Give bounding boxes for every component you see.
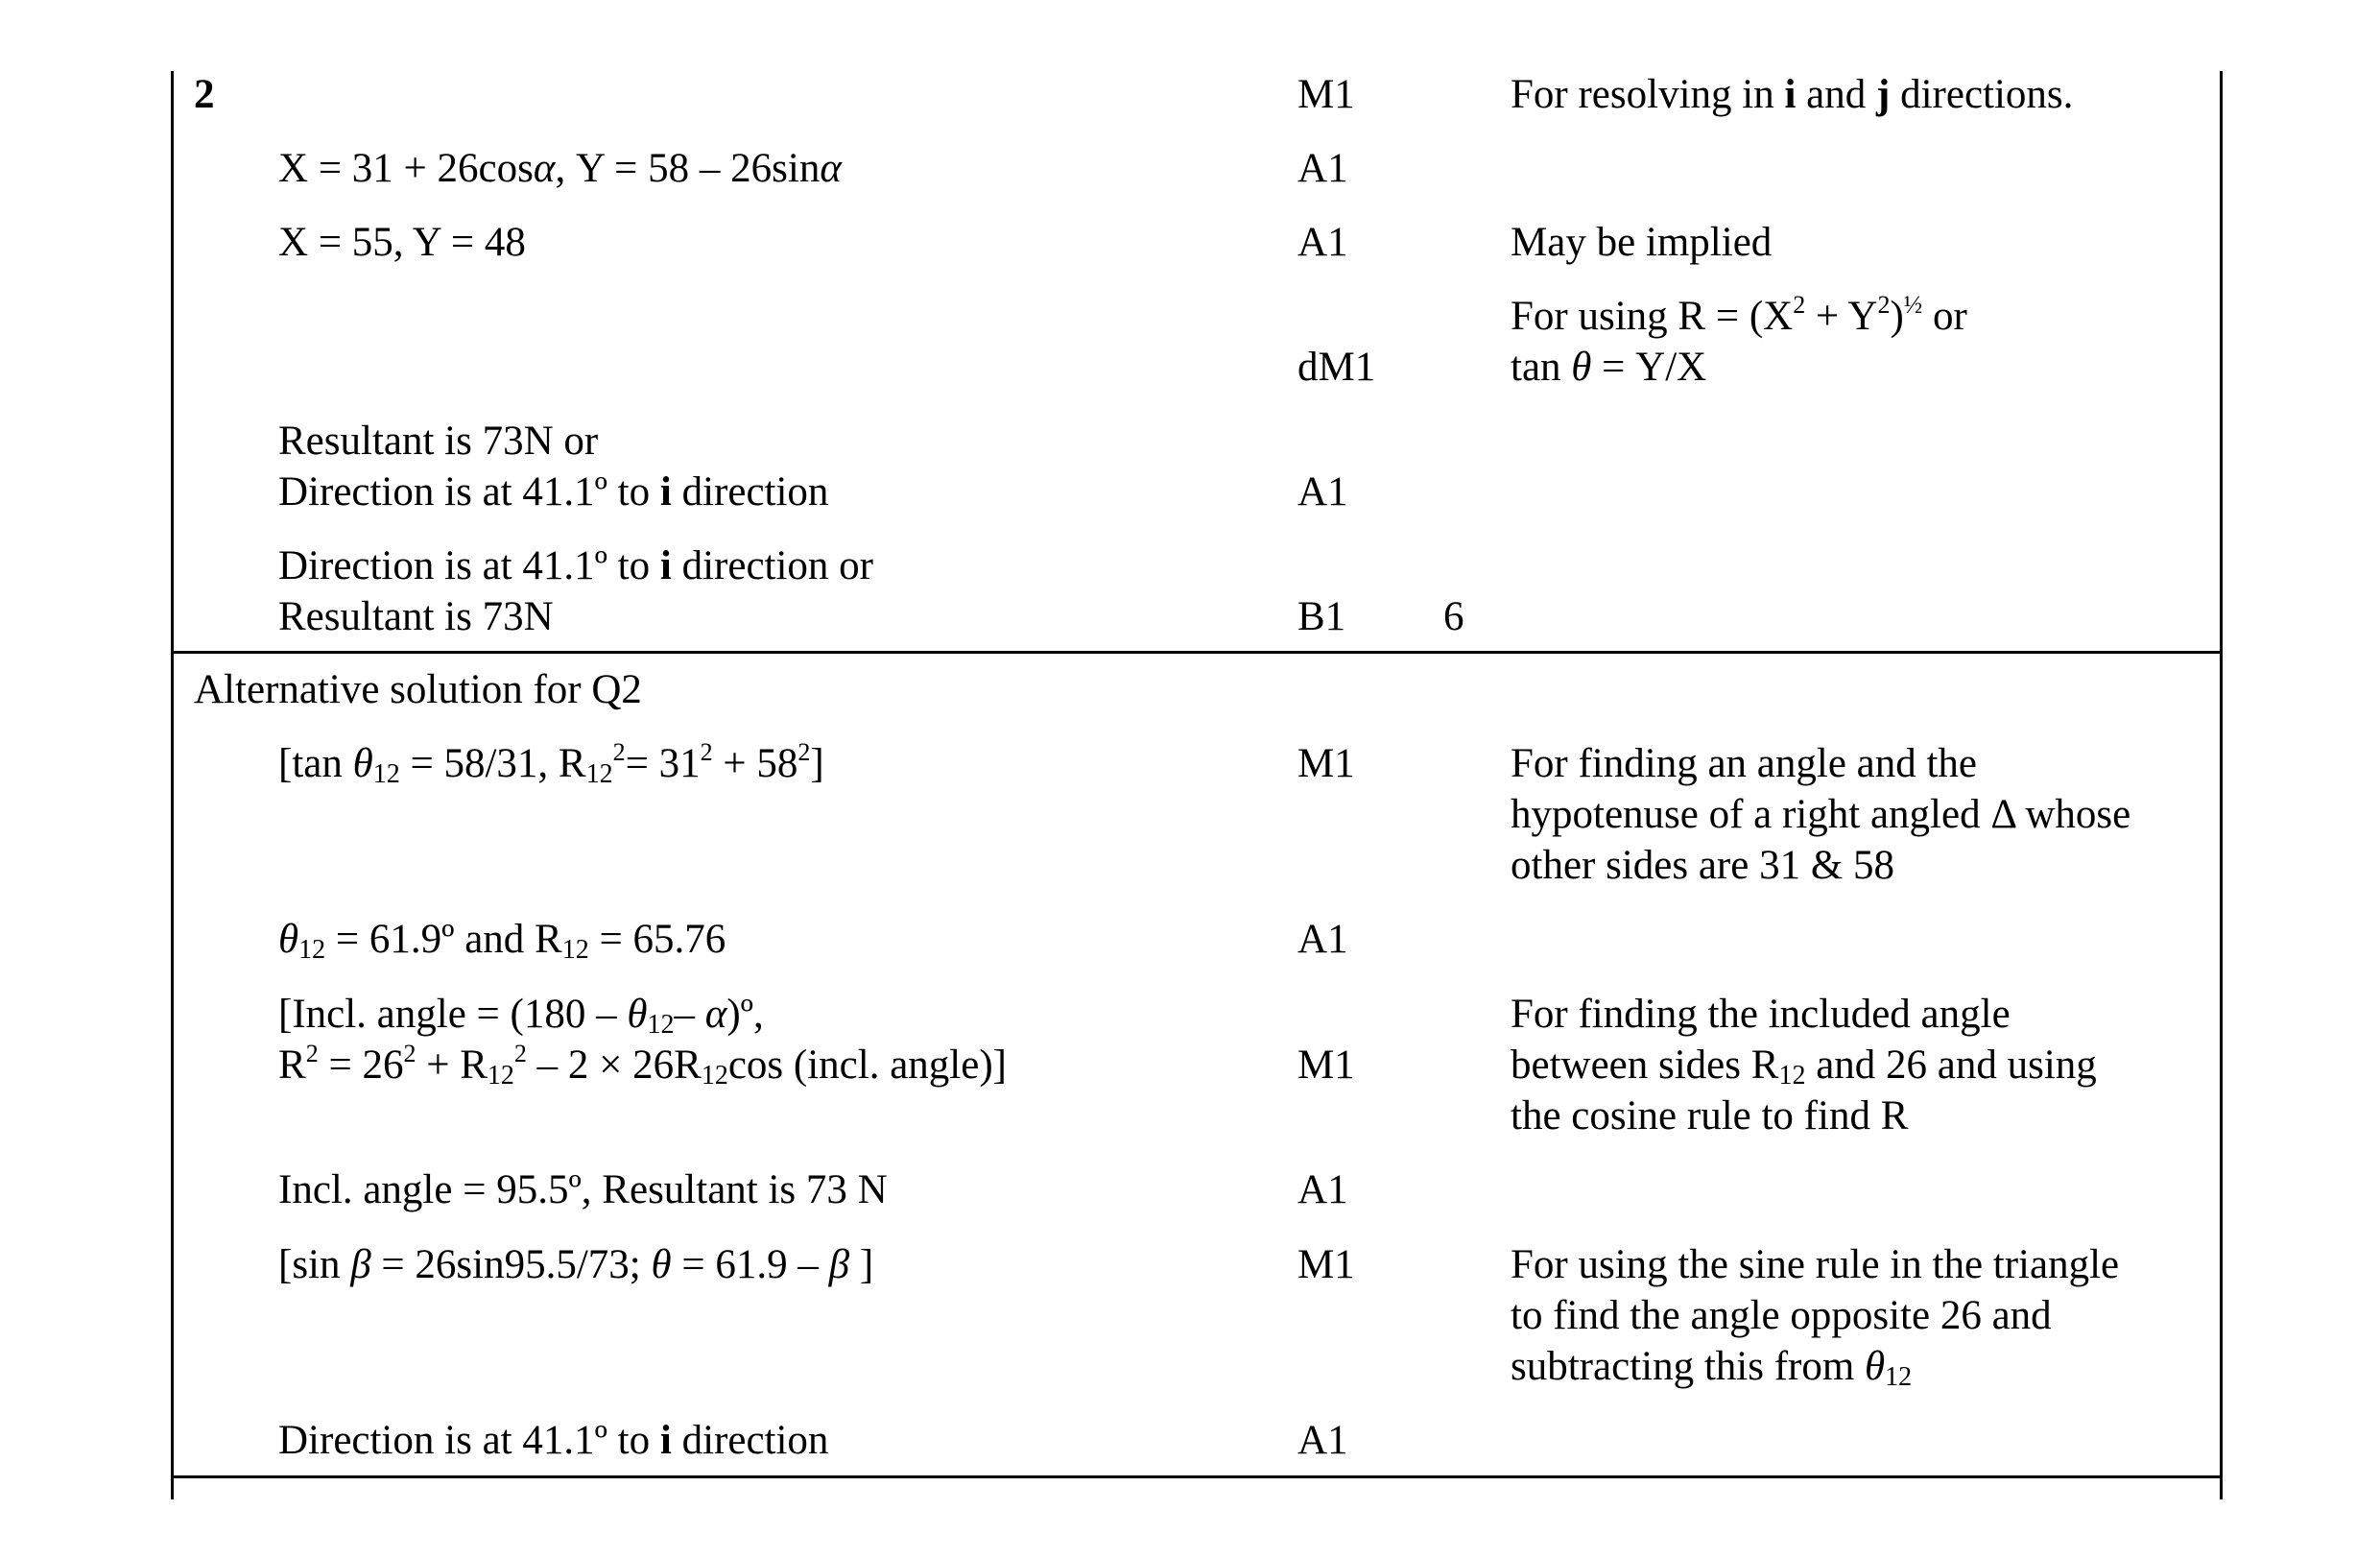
working-line: Direction is at 41.1º to i direction [278, 469, 829, 515]
comment: For finding an angle and the [1511, 741, 1978, 786]
working-line: [Incl. angle = ($180 - \theta_{12}-$ α)º, [278, 992, 764, 1040]
working-line: Direction is at 41.1º to i direction [278, 1418, 829, 1463]
comment: For using $R = (X^2 + Y^2)^{\frac{1}{2}}$ or [1511, 291, 1967, 339]
question-number: 2 [194, 72, 215, 117]
mark: A1 [1297, 469, 1348, 515]
mark: B1 [1297, 594, 1346, 639]
mark: A1 [1297, 1418, 1348, 1463]
working-line: Resultant is 73N or [278, 419, 599, 464]
working-line: X = 31 + 26cosα, Y = 58 – 26sinα [278, 146, 842, 191]
comment: between sides $R_{12}$ and 26 and using [1511, 1043, 2097, 1091]
working-line: [sin β = 26sin95.5/73; θ = 61.9 – β ] [278, 1242, 874, 1287]
comment: subtracting this from $\theta_{12}$ [1511, 1344, 1913, 1392]
table-bottom-border [171, 1475, 2223, 1478]
mark: A1 [1297, 1167, 1348, 1212]
mark: A1 [1297, 146, 1348, 191]
comment: hypotenuse of a right angled Δ whose [1511, 792, 2131, 837]
comment: the cosine rule to find R [1511, 1093, 1909, 1139]
mark: dM1 [1297, 345, 1376, 390]
working-line: $\theta_{12}$ = 61.9º and $R_{12} = 65.76$ [278, 917, 726, 965]
mark: M1 [1297, 741, 1355, 786]
working-line: Resultant is 73N [278, 594, 554, 639]
comment: For resolving in i and j directions. [1511, 72, 2074, 117]
comment: May be implied [1511, 220, 1773, 265]
mark: M1 [1297, 72, 1355, 117]
table-left-border [171, 71, 174, 1499]
comment: For finding the included angle [1511, 992, 2011, 1037]
section-divider [171, 651, 2223, 654]
mark: M1 [1297, 1043, 1355, 1088]
mark: A1 [1297, 917, 1348, 962]
comment: tan θ = Y/X [1511, 345, 1707, 390]
working-line: Incl. angle = 95.5º, Resultant is 73 N [278, 1167, 888, 1212]
comment: to find the angle opposite 26 and [1511, 1293, 2052, 1338]
working-line: Direction is at 41.1º to i direction or [278, 543, 873, 588]
table-right-border [2220, 71, 2223, 1499]
working-line: X = 55, Y = 48 [278, 220, 526, 265]
comment: For using the sine rule in the triangle [1511, 1242, 2120, 1287]
mark: M1 [1297, 1242, 1355, 1287]
total-marks: 6 [1443, 594, 1464, 639]
mark: A1 [1297, 220, 1348, 265]
working-line: $R^2 = 26^2 + R_{12}^2 - 2 \times 26R_{12}\cos$ (incl. angle)] [278, 1040, 1007, 1091]
working-line: [tan $\theta_{12} = 58/31$, $R_{12}^2= 31^2 + 58^2$] [278, 738, 824, 789]
comment: other sides are 31 & 58 [1511, 843, 1895, 888]
section-heading: Alternative solution for Q2 [194, 667, 642, 712]
